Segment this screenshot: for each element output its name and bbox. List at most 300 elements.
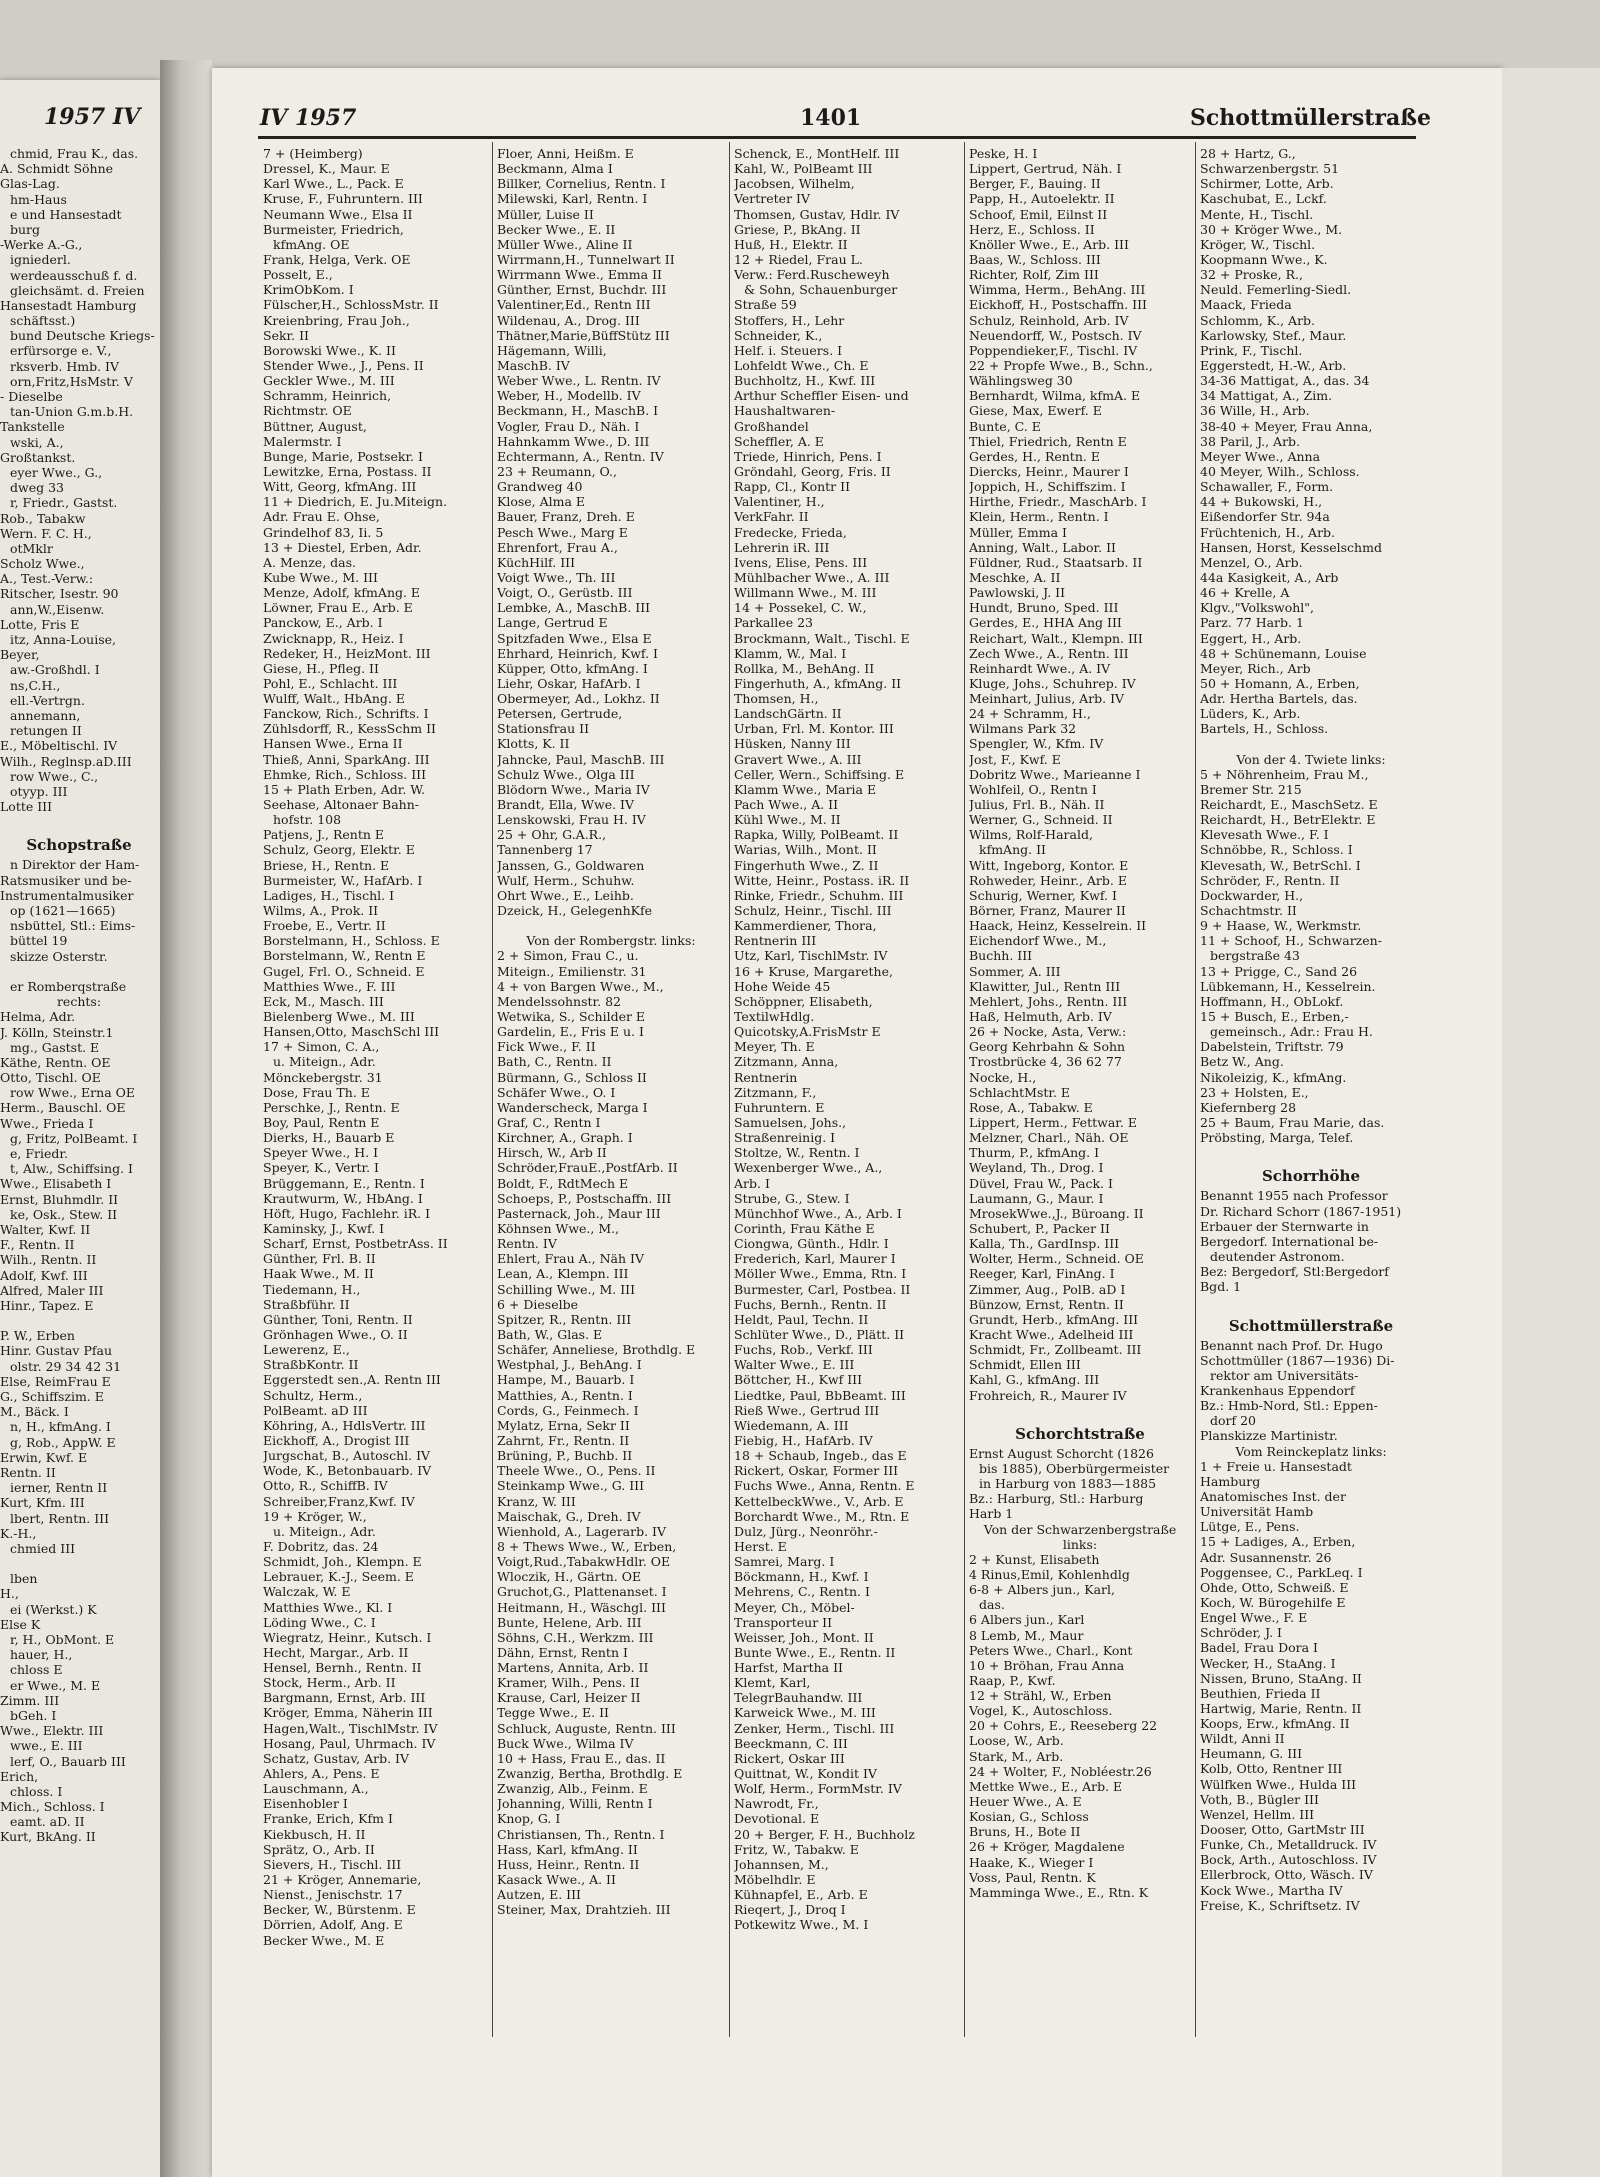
directory-entry: Speyer Wwe., H. I [263,1145,379,1161]
directory-entry: Früchtenich, H., Arb. [1200,524,1336,540]
directory-entry: Mühlbacher Wwe., A. III [734,569,890,585]
directory-entry: Strube, G., Stew. I [734,1190,850,1206]
directory-entry: Diercks, Heinr., Maurer I [969,463,1129,479]
directory-entry: kfmAng. OE [273,236,350,252]
directory-entry: Kröger, Emma, Näherin III [263,1705,433,1721]
directory-entry: Freise, K., Schriftsetz. IV [1200,1897,1360,1913]
directory-entry: Wulff, Walt., HbAng. E [263,691,405,707]
directory-entry: Adr. Hertha Bartels, das. [1200,691,1358,707]
directory-entry: Koch, W. Bürogehilfe E [1200,1594,1346,1610]
directory-entry: Franke, Erich, Kfm I [263,1811,393,1827]
directory-entry: Pasternack, Joh., Maur III [497,1205,661,1221]
directory-entry: Voss, Paul, Rentn. K [969,1869,1096,1885]
directory-column-4 [969,146,1191,2136]
directory-entry: Dobritz Wwe., Marieanne I [969,766,1141,782]
directory-entry: Haack, Heinz, Kesselrein. II [969,918,1147,934]
directory-entry: Fuhruntern. E [734,1099,825,1115]
directory-entry: Dressel, K., Maur. E [263,161,390,177]
directory-entry [0,814,158,829]
directory-entry: aw.-Großhdl. I [10,662,100,678]
directory-entry: Wolter, Herm., Schneid. OE [969,1251,1144,1267]
directory-entry: Instrumentalmusiker [0,887,134,903]
directory-entry: Giese, Max, Ewerf. E [969,403,1102,419]
directory-entry: Wirrmann Wwe., Emma II [497,267,662,283]
directory-entry: 24 + Wolter, F., Nobléestr.26 [969,1763,1152,1779]
directory-entry: Wwe., Elisabeth I [0,1176,112,1192]
directory-entry: Straßenreinig. I [734,1130,836,1146]
directory-entry: 26 + Kröger, Magdalene [969,1839,1125,1855]
directory-entry: Laumann, G., Maur. I [969,1190,1104,1206]
directory-entry: Fanckow, Rich., Schrifts. I [263,706,429,722]
directory-entry: Krankenhaus Eppendorf [1200,1382,1355,1398]
directory-entry: Briese, H., Rentn. E [263,857,390,873]
directory-entry: Berger, F., Bauing. II [969,176,1101,192]
directory-entry: Schlüter Wwe., D., Plätt. II [734,1326,905,1342]
directory-entry: Vom Reinckeplatz links: [1235,1443,1387,1459]
directory-entry: rksverb. Hmb. IV [10,358,120,374]
directory-entry: Eck, M., Masch. III [263,993,384,1009]
directory-entry: kfmAng. II [979,842,1046,858]
directory-entry: 19 + Kröger, W., [263,1508,367,1524]
directory-entry: Stender Wwe., J., Pens. II [263,357,424,373]
directory-entry: Eggert, H., Arb. [1200,630,1302,646]
directory-entry: Voigt,Rud.,TabakwHdlr. OE [497,1554,671,1570]
directory-entry: Rollka, M., BehAng. II [734,660,875,676]
directory-entry: u. Miteign., Adr. [273,1523,376,1539]
directory-entry: Schmidt, Ellen III [969,1357,1081,1373]
directory-entry: row Wwe., Erna OE [10,1085,135,1101]
directory-entry: Karl Wwe., L., Pack. E [263,176,404,192]
directory-entry: Bath, W., Glas. E [497,1326,603,1342]
directory-entry: Fredecke, Frieda, [734,524,847,540]
directory-entry: Grindelhof 83, Ii. 5 [263,524,384,540]
directory-entry: Adr. Frau E. Ohse, [263,509,380,525]
directory-entry: Großhandel [734,418,809,434]
directory-entry: Reichart, Walt., Klempn. III [969,630,1143,646]
directory-entry: erfürsorge e. V., [10,343,112,359]
directory-entry: & Sohn, Schauenburger [744,282,898,298]
directory-entry: Herz, E., Schloss. II [969,221,1095,237]
directory-entry: Dose, Frau Th. E [263,1084,370,1100]
directory-entry: Rapka, Willy, PolBeamt. II [734,827,899,843]
directory-entry: Böttcher, H., Kwf III [734,1372,863,1388]
directory-entry: Köhnsen Wwe., M., [497,1220,620,1236]
directory-entry: Zimm. III [0,1692,60,1708]
directory-entry: Frederich, Karl, Maurer I [734,1251,896,1267]
directory-entry: links: [1062,1536,1098,1552]
directory-entry: Helf. i. Steuers. I [734,342,843,358]
directory-entry: Raap, P., Kwf. [969,1672,1056,1688]
directory-entry: Miteign., Emilienstr. 31 [497,963,647,979]
directory-entry: Beckmann, Alma I [497,161,613,177]
book-gutter [160,60,212,2177]
directory-entry: 4 + von Bargen Wwe., M., [497,978,664,994]
directory-entry: 44a Kasigkeit, A., Arb [1200,569,1339,585]
directory-entry: Buchh. III [969,948,1033,964]
directory-entry: Neuld. Femerling-Siedl. [1200,282,1352,298]
directory-entry: Weber Wwe., L. Rentn. IV [497,373,661,389]
directory-entry: Müller, Luise II [497,206,594,222]
directory-entry: ns,C.H., [10,677,61,693]
directory-entry: Ohrt Wwe., E., Leihb. [497,887,634,903]
directory-entry: Valentiner, H., [734,494,825,510]
directory-entry: Maischak, G., Dreh. IV [497,1508,641,1524]
directory-entry: Bargmann, Ernst, Arb. III [263,1690,426,1706]
directory-entry: Brüggemann, E., Rentn. I [263,1175,425,1191]
directory-entry: Löding Wwe., C. I [263,1614,376,1630]
directory-entry: n Direktor der Ham- [10,857,140,873]
directory-entry: Wiegratz, Heinr., Kutsch. I [263,1629,432,1645]
directory-entry: hauer, H., [10,1647,73,1663]
directory-entry: Bünzow, Ernst, Rentn. II [969,1296,1124,1312]
directory-entry: Grundt, Herb., kfmAng. III [969,1311,1139,1327]
directory-entry: Koops, Erw., kfmAng. II [1200,1716,1350,1732]
directory-entry: Zimmer, Aug., PolB. aD I [969,1281,1126,1297]
directory-entry: Trostbrücke 4, 36 62 77 [969,1054,1122,1070]
directory-entry: Schulz Wwe., Olga III [497,766,635,782]
directory-entry: Steiner, Max, Drahtzieh. III [497,1902,671,1918]
directory-entry: 11 + Diedrich, E. Ju.Miteign. [263,494,448,510]
directory-entry: Stoffers, H., Lehr [734,312,845,328]
directory-entry: Kluge, Johs., Schuhrep. IV [969,675,1136,691]
directory-entry: Schawaller, F., Form. [1200,479,1334,495]
directory-entry: Koopmann Wwe., K. [1200,251,1328,267]
directory-entry: Adr. Susannenstr. 26 [1200,1549,1332,1565]
directory-entry: rektor am Universitäts- [1210,1367,1359,1383]
directory-entry: Lauschmann, A., [263,1781,369,1797]
directory-entry: Wern. F. C. H., [0,525,92,541]
directory-entry: Hansen,Otto, MaschSchl III [263,1024,440,1040]
directory-entry: Zahrnt, Fr., Rentn. II [497,1432,630,1448]
directory-entry [1200,1294,1422,1309]
directory-entry [0,964,158,979]
directory-entry: Janssen, G., Goldwaren [497,857,645,873]
directory-entry: Lenskowski, Frau H. IV [497,812,646,828]
directory-entry: itz, Anna-Louise, [10,632,117,647]
directory-entry: Wiedemann, A. III [734,1417,849,1433]
directory-entry: Richter, Rolf, Zim III [969,267,1099,283]
directory-entry: Neuendorff, W., Postsch. IV [969,327,1142,343]
directory-entry: Sekr. II [263,327,309,343]
directory-entry: Werner, G., Schneid. II [969,812,1113,828]
directory-entry: Milewski, Karl, Rentn. I [497,191,648,207]
directory-entry: Küpper, Otto, kfmAng. I [497,660,648,676]
directory-entry: Seehase, Altonaer Bahn- [263,797,420,813]
directory-entry: Borchardt Wwe., M., Rtn. E [734,1508,910,1524]
directory-entry: r, Friedr., Gastst. [10,495,118,511]
street-heading: Schopstraße [26,836,132,855]
directory-entry: Wirrmann,H., Tunnelwart II [497,251,675,267]
directory-entry: Klawitter, Jul., Rentn III [969,978,1121,994]
directory-entry: Echtermann, A., Rentn. IV [497,448,664,464]
directory-entry: Nienst., Jenischstr. 17 [263,1887,403,1903]
directory-entry: 16 + Kruse, Margarethe, [734,963,893,979]
directory-entry: Ratsmusiker und be- [0,872,132,888]
directory-entry: Schirmer, Lotte, Arb. [1200,176,1334,192]
directory-entry: Julius, Frl. B., Näh. II [969,797,1105,813]
directory-entry: Hundt, Bruno, Sped. III [969,600,1119,616]
directory-entry: Fingerhuth Wwe., Z. II [734,857,879,873]
directory-entry: 12 + Riedel, Frau L. [734,251,863,267]
directory-entry: Triede, Hinrich, Pens. I [734,448,882,464]
directory-entry: Böckmann, H., Kwf. I [734,1569,869,1585]
directory-entry: Griese, P., BkAng. II [734,221,861,237]
directory-entry: Mente, H., Tischl. [1200,206,1314,222]
directory-entry: Prink, F., Tischl. [1200,342,1303,358]
directory-entry: Möller Wwe., Emma, Rtn. I [734,1266,907,1282]
directory-entry: Brockmann, Walt., Tischl. E [734,630,910,646]
directory-entry: Otto, R., SchiffB. IV [263,1478,388,1494]
directory-entry: 46 + Krelle, A [1200,585,1290,601]
directory-entry: Georg Kehrbahn & Sohn [969,1039,1126,1055]
directory-entry: Lütge, E., Pens. [1200,1519,1300,1535]
directory-entry: er Romberqstraße [10,978,127,994]
directory-entry: Beuthien, Frieda II [1200,1685,1321,1701]
directory-entry: Matthies Wwe., Kl. I [263,1599,393,1615]
directory-entry: Eichendorf Wwe., M., [969,933,1107,949]
directory-entry: Straße 59 [734,297,797,313]
directory-entry: Karlowsky, Stef., Maur. [1200,327,1347,343]
directory-entry: Froebe, E., Vertr. II [263,918,386,934]
directory-entry: Ernst, Bluhmdlr. II [0,1191,119,1207]
directory-entry: Erbauer der Sternwarte in [1200,1218,1369,1234]
directory-entry: Johannsen, M., [734,1856,829,1872]
directory-entry: Borowski Wwe., K. II [263,342,396,358]
directory-entry: 9 + Haase, W., Werkmstr. [1200,918,1362,934]
directory-entry: Kühl Wwe., M. II [734,812,841,828]
directory-entry: Beeckmann, C. III [734,1735,848,1751]
directory-entry: Börner, Franz, Maurer II [969,903,1126,919]
directory-entry: 7 + (Heimberg) [263,146,363,161]
directory-entry: Fritz, W., Tabakw. E [734,1841,859,1857]
directory-entry: Tiedemann, H., [263,1281,361,1297]
directory-entry: Haak Wwe., M. II [263,1266,374,1282]
directory-entry: 1 + Freie u. Hansestadt [1200,1458,1352,1474]
directory-entry: Thurm, P., kfmAng. I [969,1145,1100,1161]
directory-entry: K.-H., [0,1525,37,1541]
directory-entry: Schluck, Auguste, Rentn. III [497,1720,676,1736]
directory-entry: Thiel, Friedrich, Rentn E [969,433,1127,449]
directory-entry: Kahl, W., PolBeamt III [734,161,873,177]
directory-entry: otMklr [10,540,53,556]
directory-entry: Lippert, Gertrud, Näh. I [969,161,1122,177]
directory-entry: Theele Wwe., O., Pens. II [497,1463,656,1479]
directory-entry: Reichardt, E., MaschSetz. E [1200,797,1378,813]
directory-entry: hofstr. 108 [273,812,342,828]
column-divider [729,142,730,2037]
directory-entry: Hansen Wwe., Erna II [263,736,403,752]
street-heading: Schorrhöhe [1261,1167,1361,1186]
directory-entry: Schröder,FrauE.,PostfArb. II [497,1160,678,1176]
directory-entry: Wulf, Herm., Schuhw. [497,872,635,888]
directory-entry: 8 + Thews Wwe., W., Erben, [497,1538,677,1554]
directory-entry: 2 + Simon, Frau C., u. [497,948,639,964]
page-number: 1401 [800,105,862,131]
directory-entry: Brandt, Ella, Wwe. IV [497,797,635,813]
directory-entry: Kirchner, A., Graph. I [497,1130,633,1146]
directory-entry: Tankstelle [0,419,65,435]
directory-entry: ell.-Vertrgn. [10,692,85,708]
directory-entry: Fick Wwe., F. II [497,1039,596,1055]
directory-entry: Bauer, Franz, Dreh. E [497,509,635,525]
directory-entry: Hohe Weide 45 [734,978,831,994]
directory-entry: MaschB. IV [497,357,570,373]
directory-entry: MrosekWwe.,J., Büroang. II [969,1205,1144,1221]
directory-entry: Mylatz, Erna, Sekr II [497,1417,630,1433]
directory-entry: g, Rob., AppW. E [10,1434,116,1450]
directory-entry: Löwner, Frau E., Arb. E [263,600,413,616]
directory-entry: Glas-Lag. [0,176,60,192]
directory-entry: Heuer Wwe., A. E [969,1794,1082,1810]
directory-entry: Christiansen, Th., Rentn. I [497,1826,665,1842]
directory-entry: Hosang, Paul, Uhrmach. IV [263,1735,436,1751]
directory-entry: Meinhart, Julius, Arb. IV [969,691,1125,707]
directory-entry: 10 + Bröhan, Frau Anna [969,1657,1125,1673]
directory-entry: Eisenhobler I [263,1796,348,1812]
directory-column-2 [497,146,725,2136]
directory-entry: 2 + Kunst, Elisabeth [969,1551,1100,1567]
directory-entry: Menzel, O., Arb. [1200,554,1303,570]
directory-entry: Schurig, Werner, Kwf. I [969,887,1117,903]
directory-entry [497,918,725,933]
directory-entry: Schachtmstr. II [1200,903,1297,919]
directory-entry: 24 + Schramm, H., [969,706,1091,722]
directory-entry: Otto, Tischl. OE [0,1070,101,1086]
directory-entry: 32 + Proske, R., [1200,267,1303,283]
directory-entry: Bunge, Marie, Postsekr. I [263,448,423,464]
directory-entry: Hirthe, Friedr., MaschArb. I [969,494,1147,510]
directory-entry: SchlachtMstr. E [969,1084,1071,1100]
directory-entry: Giese, H., Pfleg. II [263,660,379,676]
right-page-edge [1502,68,1600,2177]
directory-entry: 6 + Dieselbe [497,1296,578,1312]
directory-entry: wski, A., [10,434,64,450]
directory-entry: Söhns, C.H., Werkzm. III [497,1629,654,1645]
directory-entry: Utz, Karl, TischlMstr. IV [734,948,888,964]
directory-entry: ierner, Rentn II [10,1480,108,1496]
directory-entry: Dabelstein, Triftstr. 79 [1200,1039,1344,1055]
directory-entry: eyer Wwe., G., [10,464,103,480]
directory-entry: Lebrauer, K.-J., Seem. E [263,1569,414,1585]
directory-entry: Arb. I [734,1175,770,1191]
directory-entry: Stationsfrau II [497,721,590,737]
directory-entry: Klotts, K. II [497,736,570,752]
directory-entry: nsbüttel, Stl.: Eims- [10,918,136,934]
directory-entry: Obermeyer, Ad., Lokhz. II [497,691,660,707]
directory-entry: chloss. I [10,1783,63,1799]
directory-entry: chmid, Frau K., das. [10,146,139,161]
directory-entry: Betz W., Ang. [1200,1054,1284,1070]
directory-entry: KettelbeckWwe., V., Arb. E [734,1493,904,1509]
directory-entry: Kracht Wwe., Adelheid III [969,1326,1134,1342]
directory-entry: Benannt 1955 nach Professor [1200,1188,1388,1204]
directory-entry: retungen II [10,723,82,739]
directory-entry: Höft, Hugo, Fachlehr. iR. I [263,1205,431,1221]
directory-entry: Kosian, G., Schloss [969,1809,1089,1825]
directory-entry: Zwanzig, Bertha, Brothdlg. E [497,1766,683,1782]
directory-entry: Tannenberg 17 [497,842,593,858]
directory-entry: Kurt, Kfm. III [0,1495,85,1511]
directory-entry: orn,Fritz,HsMstr. V [10,373,133,389]
directory-entry: Harb 1 [969,1506,1014,1522]
directory-entry [0,1313,158,1328]
directory-entry: Bruns, H., Bote II [969,1824,1081,1840]
directory-entry: VerkFahr. II [734,509,809,525]
directory-entry: 15 + Busch, E., Erben,- [1200,1009,1349,1025]
directory-entry: H., [0,1586,19,1602]
directory-entry: Dr. Richard Schorr (1867-1951) [1200,1203,1402,1219]
directory-entry: Benannt nach Prof. Dr. Hugo [1200,1337,1383,1353]
directory-entry: Parkallee 23 [734,615,813,631]
directory-entry: op (1621—1665) [10,903,116,918]
directory-entry: Westphal, J., BehAng. I [497,1357,642,1373]
directory-entry: Steinkamp Wwe., G. III [497,1478,645,1494]
directory-entry: r, H., ObMont. E [10,1632,115,1647]
directory-entry: Fuchs Wwe., Anna, Rentn. E [734,1478,915,1494]
directory-entry: KrimObKom. I [263,282,354,298]
directory-entry: Samrei, Marg. I [734,1554,835,1570]
directory-entry: Hansestadt Hamburg [0,297,137,313]
directory-entry: Autzen, E. III [497,1887,581,1903]
directory-entry: Pach Wwe., A. II [734,797,839,813]
directory-entry: Grandweg 40 [497,479,583,495]
directory-entry: Klamm Wwe., Maria E [734,781,877,797]
directory-entry: Blödorn Wwe., Maria IV [497,781,650,797]
directory-entry: Hoffmann, H., ObLokf. [1200,993,1344,1009]
directory-entry: Urban, Frl. M. Kontor. III [734,721,894,737]
directory-entry: Bergedorf. International be- [1200,1233,1379,1249]
directory-entry: Badel, Frau Dora I [1200,1640,1318,1656]
directory-entry: Bürmann, G., Schloss II [497,1069,647,1085]
directory-entry: Haß, Helmuth, Arb. IV [969,1009,1112,1025]
directory-entry: Zitzmann, F., [734,1084,817,1100]
directory-entry: Johanning, Willi, Rentn I [497,1796,653,1812]
directory-entry: - Dieselbe [0,389,63,404]
directory-entry: Witt, Georg, kfmAng. III [263,479,417,495]
directory-entry: 10 + Hass, Frau E., das. II [497,1750,666,1766]
directory-entry: Panckow, E., Arb. I [263,615,383,631]
directory-entry: Möbelhdlr. E [734,1872,816,1888]
directory-entry: Von der Schwarzenbergstraße [983,1521,1177,1537]
directory-entry: e und Hansestadt [10,206,122,222]
directory-entry: Bielenberg Wwe., M. III [263,1009,415,1025]
directory-entry: Thieß, Anni, SparkAng. III [263,751,430,767]
directory-entry: Meyer Wwe., Anna [1200,448,1321,464]
directory-entry: Schoeps, P., Postschaffn. III [497,1190,672,1206]
directory-entry: Kolb, Otto, Rentner III [1200,1761,1343,1777]
directory-entry: Buchholtz, H., Kwf. III [734,373,876,389]
directory-entry: Günther, Toni, Rentn. II [263,1311,413,1327]
directory-entry: G., Schiffszim. E [0,1389,104,1404]
directory-entry: Boy, Paul, Rentn E [263,1115,380,1130]
directory-entry: TelegrBauhandw. III [734,1690,863,1706]
directory-entry: Haushaltwaren- [734,403,836,419]
directory-entry: Hinr. Gustav Pfau [0,1343,112,1359]
directory-entry: Hinr., Tapez. E [0,1297,94,1313]
directory-entry: Krause, Carl, Heizer II [497,1690,641,1706]
directory-entry: Knop, G. I [497,1811,561,1827]
directory-entry: Maack, Frieda [1200,297,1292,313]
directory-entry: 20 + Cohrs, E., Reeseberg 22 [969,1718,1158,1734]
directory-entry: Rickert, Oskar III [734,1750,845,1766]
directory-entry: Zech Wwe., A., Rentn. III [969,645,1129,661]
directory-entry: Vertreter IV [734,191,810,207]
directory-entry: Müller Wwe., Aline II [497,236,633,252]
directory-entry: Wenzel, Hellm. III [1200,1806,1315,1822]
directory-entry: Dooser, Otto, GartMstr III [1200,1822,1365,1838]
directory-entry: Wwe., Frieda I [0,1115,94,1131]
directory-entry: Rentnerin III [734,933,817,949]
